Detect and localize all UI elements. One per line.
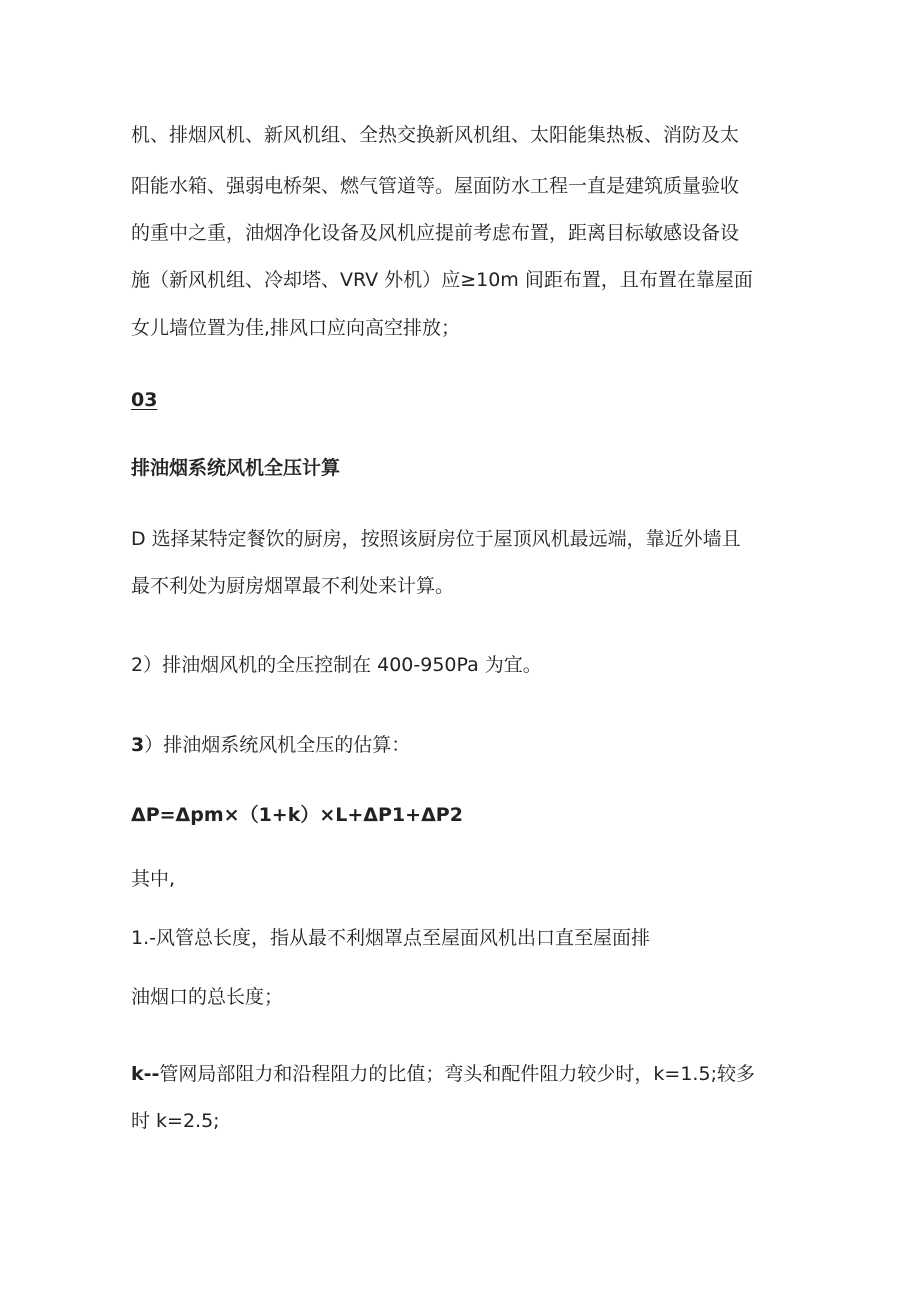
def-k-text: 管网局部阻力和沿程阻力的比值；弯头和配件阻力较少时，k=1.5;较多 (159, 1063, 755, 1085)
paragraph-line-5: 女儿墙位置为佳,排风口应向高空排放； (131, 317, 461, 339)
def-k-line-1 (131, 1061, 755, 1087)
item-2: 2）排油烟风机的全压控制在 400-950Pa 为宜。 (131, 654, 542, 676)
where-label: 其中, (131, 868, 176, 890)
item-1-line-1: D 选择某特定餐饮的厨房，按照该厨房位于屋顶风机最远端，靠近外墙且 (131, 528, 741, 550)
item-3-text: ）排油烟系统风机全压的估算： (144, 734, 411, 756)
section-title: 排油烟系统风机全压计算 (131, 457, 341, 479)
paragraph-line-1: 机、排烟风机、新风机组、全热交换新风机组、太阳能集热板、消防及太 (131, 124, 740, 146)
paragraph-line-4: 施（新风机组、冷却塔、VRV 外机）应≥10m 间距布置，且布置在靠屋面 (131, 269, 753, 291)
formula: ΔP=Δpm×（1+k）×L+ΔP1+ΔP2 (131, 804, 463, 826)
def-k-line-2: 时 k=2.5; (131, 1110, 220, 1132)
section-number: 03 (131, 389, 158, 411)
item-3 (131, 732, 410, 758)
def-length-line-1: 1.-风管总长度，指从最不利烟罩点至屋面风机出口直至屋面排 (131, 927, 650, 949)
item-3-number: 3 (131, 734, 145, 756)
paragraph-line-2: 阳能水箱、强弱电桥架、燃气管道等。屋面防水工程一直是建筑质量验收 (131, 175, 740, 197)
paragraph-line-3: 的重中之重，油烟净化设备及风机应提前考虑布置，距离目标敏感设备设 (131, 222, 740, 244)
def-length-line-2: 油烟口的总长度； (131, 986, 284, 1008)
item-1-line-2: 最不利处为厨房烟罩最不利处来计算。 (131, 575, 455, 597)
def-k-symbol: k-- (131, 1063, 160, 1085)
